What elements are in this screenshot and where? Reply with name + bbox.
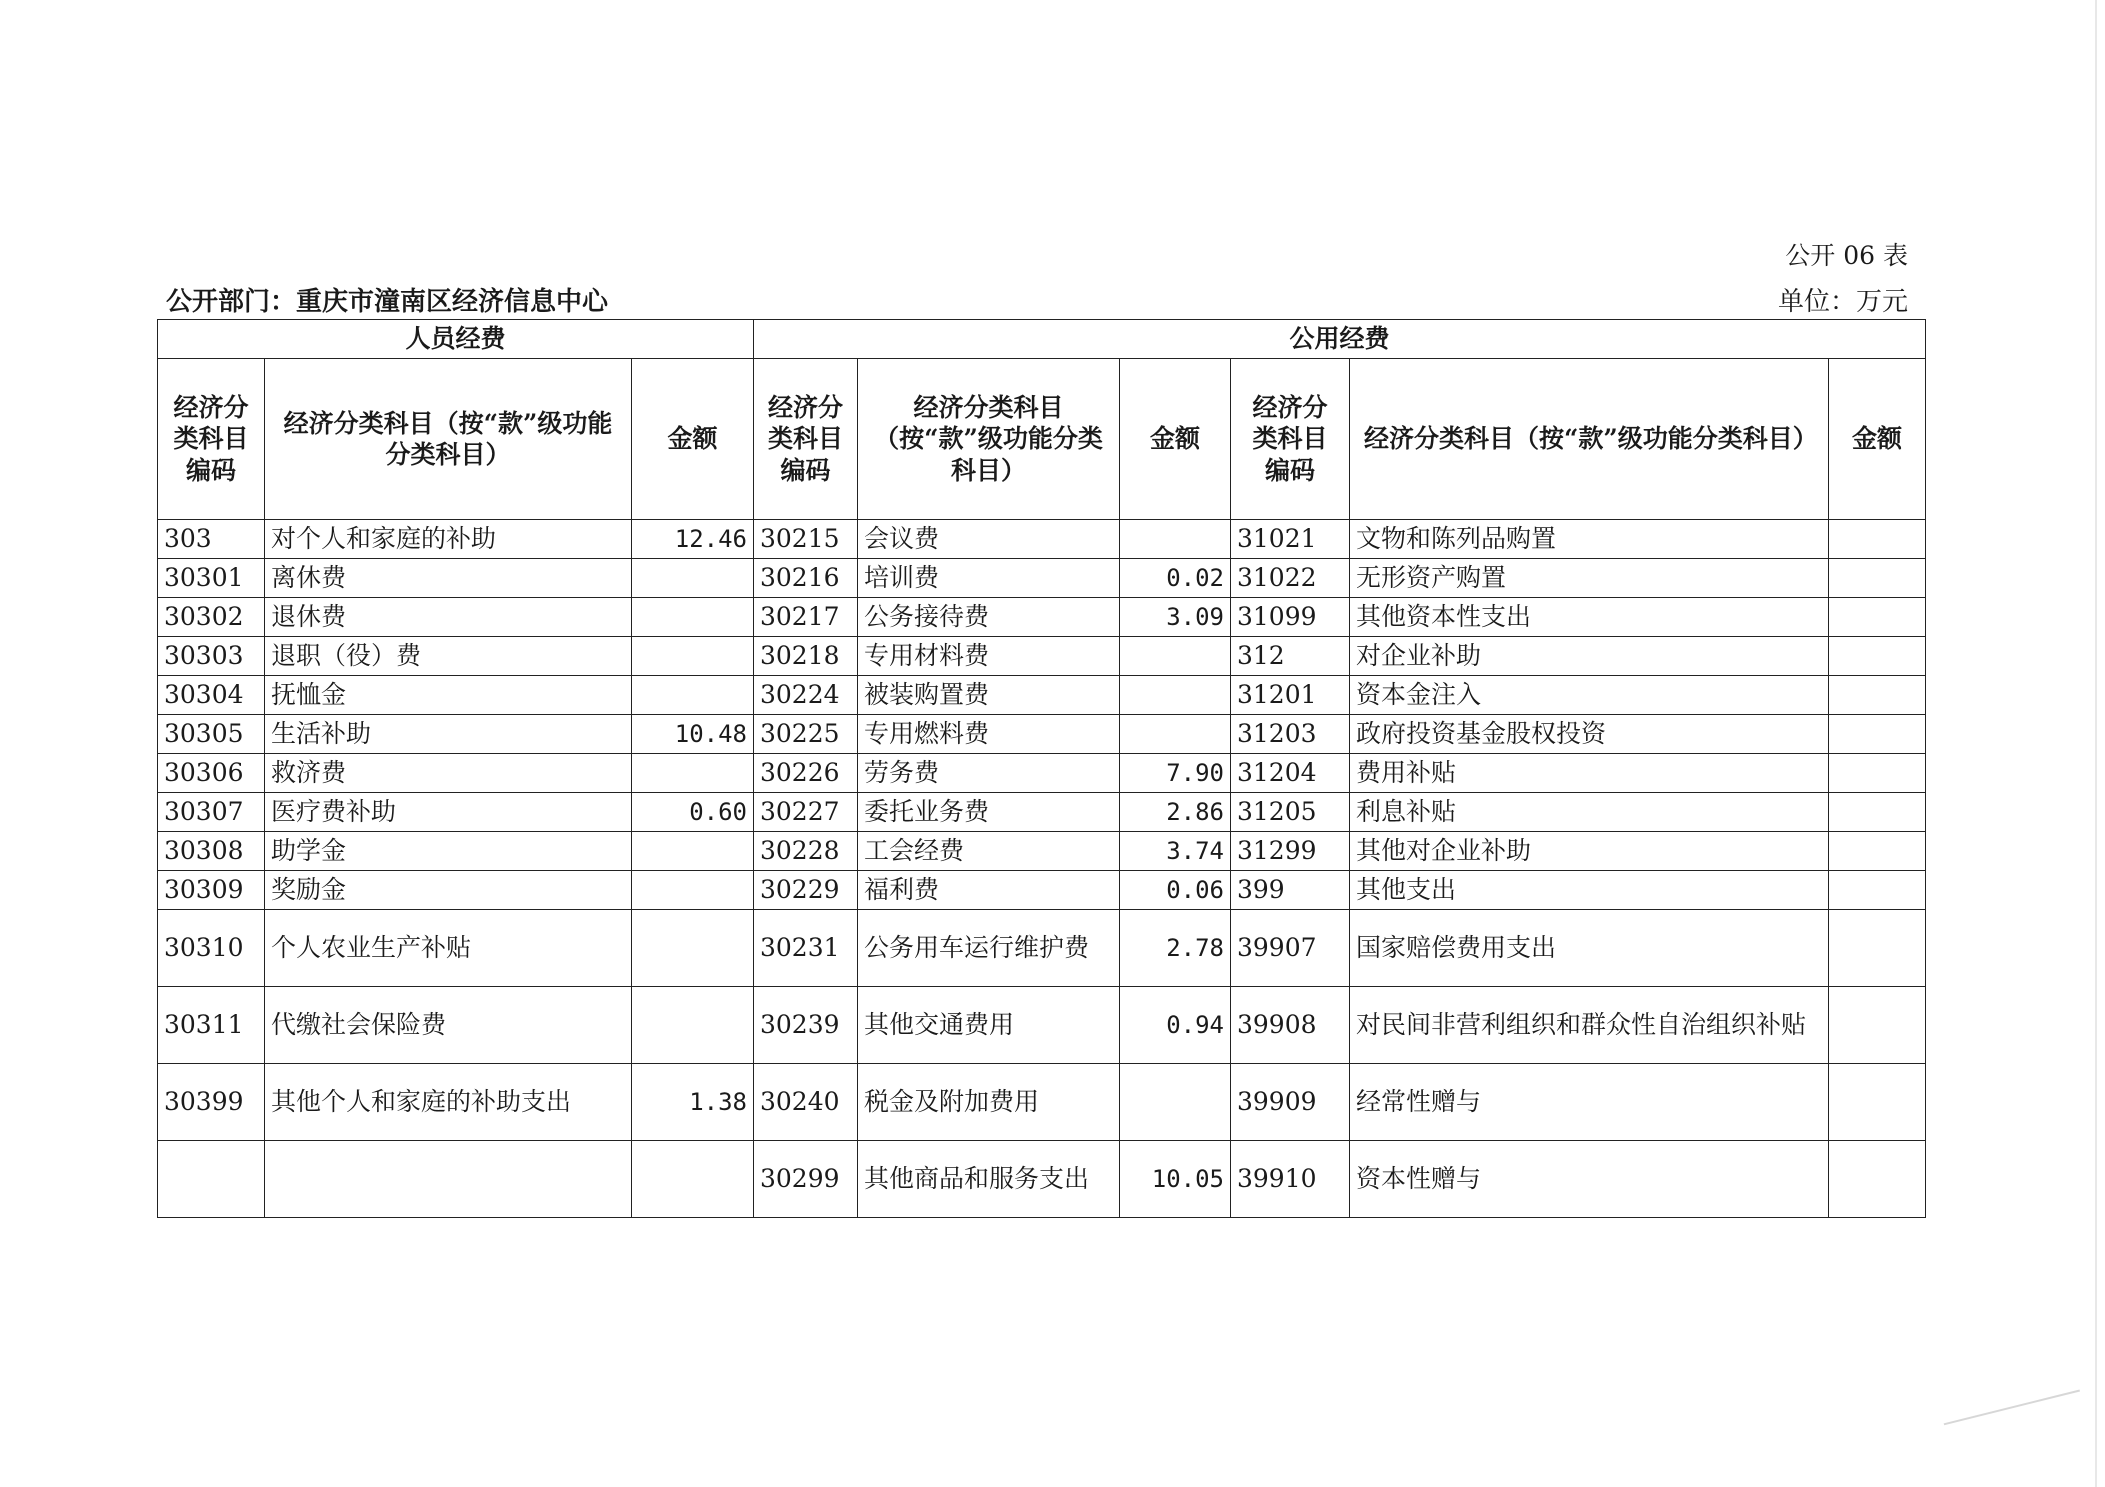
code-cell: 30226: [754, 754, 858, 793]
amount-cell: 0.94: [1120, 987, 1231, 1064]
code-cell: 30228: [754, 832, 858, 871]
name-cell: 福利费: [858, 871, 1120, 910]
code-cell: 30231: [754, 910, 858, 987]
code-cell: 30229: [754, 871, 858, 910]
amount-cell: [1829, 520, 1926, 559]
amount-cell: [632, 910, 754, 987]
name-cell: 专用燃料费: [858, 715, 1120, 754]
code-cell: 30304: [158, 676, 265, 715]
amount-cell: [632, 832, 754, 871]
name-cell: 生活补助: [265, 715, 632, 754]
amount-cell: [1829, 1141, 1926, 1218]
amount-cell: [1829, 715, 1926, 754]
col-public1-name: 经济分类科目（按“款”级功能分类科目）: [858, 359, 1120, 520]
code-cell: 31203: [1231, 715, 1350, 754]
name-cell: 工会经费: [858, 832, 1120, 871]
code-cell: 31022: [1231, 559, 1350, 598]
expense-table: [157, 319, 1926, 1218]
name-cell: 代缴社会保险费: [265, 987, 632, 1064]
code-cell: 31205: [1231, 793, 1350, 832]
name-cell: 资本性赠与: [1350, 1141, 1829, 1218]
code-cell: 30307: [158, 793, 265, 832]
column-header-row: [158, 359, 1926, 520]
amount-cell: [1829, 871, 1926, 910]
amount-cell: 3.09: [1120, 598, 1231, 637]
amount-cell: 10.05: [1120, 1141, 1231, 1218]
header-line: [166, 278, 1908, 318]
amount-cell: 2.86: [1120, 793, 1231, 832]
name-cell: 资本金注入: [1350, 676, 1829, 715]
department-label: 公开部门：重庆市潼南区经济信息中心: [166, 287, 609, 317]
name-cell: 会议费: [858, 520, 1120, 559]
name-cell: 其他商品和服务支出: [858, 1141, 1120, 1218]
amount-cell: 0.60: [632, 793, 754, 832]
col-public2-amount: 金额: [1829, 359, 1926, 520]
name-cell: 抚恤金: [265, 676, 632, 715]
group-header-row: [158, 320, 1926, 359]
code-cell: 30306: [158, 754, 265, 793]
unit-label: 单位：万元: [1777, 287, 1908, 317]
code-cell: 30218: [754, 637, 858, 676]
amount-cell: [632, 637, 754, 676]
name-cell: 个人农业生产补贴: [265, 910, 632, 987]
amount-cell: [1829, 637, 1926, 676]
scan-edge: [2095, 0, 2097, 1487]
amount-cell: [632, 598, 754, 637]
table-row: [158, 832, 1926, 871]
name-cell: 费用补贴: [1350, 754, 1829, 793]
table-row: [158, 910, 1926, 987]
amount-cell: [1120, 1064, 1231, 1141]
amount-cell: [1829, 832, 1926, 871]
amount-cell: [1829, 754, 1926, 793]
table-row: [158, 598, 1926, 637]
amount-cell: [632, 559, 754, 598]
code-cell: 312: [1231, 637, 1350, 676]
code-cell: 30310: [158, 910, 265, 987]
amount-cell: [1829, 987, 1926, 1064]
name-cell: 文物和陈列品购置: [1350, 520, 1829, 559]
name-cell: 离休费: [265, 559, 632, 598]
code-cell: 30303: [158, 637, 265, 676]
amount-cell: [1829, 676, 1926, 715]
col-public1-amount: 金额: [1120, 359, 1231, 520]
name-cell: 专用材料费: [858, 637, 1120, 676]
amount-cell: [1120, 676, 1231, 715]
name-cell: 其他资本性支出: [1350, 598, 1829, 637]
col-public1-code: 经济分类科目编码: [754, 359, 858, 520]
name-cell: 税金及附加费用: [858, 1064, 1120, 1141]
name-cell: 其他支出: [1350, 871, 1829, 910]
name-cell: 其他个人和家庭的补助支出: [265, 1064, 632, 1141]
table-row: [158, 987, 1926, 1064]
amount-cell: [1829, 598, 1926, 637]
code-cell: 30227: [754, 793, 858, 832]
name-cell: 国家赔偿费用支出: [1350, 910, 1829, 987]
amount-cell: [1829, 793, 1926, 832]
amount-cell: 3.74: [1120, 832, 1231, 871]
code-cell: 31204: [1231, 754, 1350, 793]
amount-cell: [1829, 1064, 1926, 1141]
code-cell: 31021: [1231, 520, 1350, 559]
code-cell: 30309: [158, 871, 265, 910]
code-cell: 39909: [1231, 1064, 1350, 1141]
col-public2-code: 经济分类科目编码: [1231, 359, 1350, 520]
table-row: [158, 637, 1926, 676]
amount-cell: 0.02: [1120, 559, 1231, 598]
code-cell: 30216: [754, 559, 858, 598]
name-cell: [265, 1141, 632, 1218]
amount-cell: [1120, 637, 1231, 676]
code-cell: 30308: [158, 832, 265, 871]
name-cell: 公务接待费: [858, 598, 1120, 637]
code-cell: 30224: [754, 676, 858, 715]
code-cell: 39908: [1231, 987, 1350, 1064]
name-cell: 委托业务费: [858, 793, 1120, 832]
name-cell: 其他交通费用: [858, 987, 1120, 1064]
name-cell: 助学金: [265, 832, 632, 871]
code-cell: 399: [1231, 871, 1350, 910]
name-cell: 对个人和家庭的补助: [265, 520, 632, 559]
scan-mark: [1934, 1351, 2080, 1426]
col-personnel-code: 经济分类科目编码: [158, 359, 265, 520]
name-cell: 无形资产购置: [1350, 559, 1829, 598]
amount-cell: [1829, 910, 1926, 987]
code-cell: 30239: [754, 987, 858, 1064]
code-cell: 31099: [1231, 598, 1350, 637]
code-cell: 30240: [754, 1064, 858, 1141]
table-row: [158, 715, 1926, 754]
amount-cell: 2.78: [1120, 910, 1231, 987]
code-cell: [158, 1141, 265, 1218]
amount-cell: 12.46: [632, 520, 754, 559]
code-cell: 30225: [754, 715, 858, 754]
name-cell: 退休费: [265, 598, 632, 637]
code-cell: 303: [158, 520, 265, 559]
table-row: [158, 1064, 1926, 1141]
amount-cell: [632, 987, 754, 1064]
col-personnel-name: 经济分类科目（按“款”级功能分类科目）: [265, 359, 632, 520]
name-cell: 经常性赠与: [1350, 1064, 1829, 1141]
amount-cell: 7.90: [1120, 754, 1231, 793]
group-public: 公用经费: [754, 320, 1926, 359]
name-cell: 对企业补助: [1350, 637, 1829, 676]
col-personnel-amount: 金额: [632, 359, 754, 520]
code-cell: 30302: [158, 598, 265, 637]
name-cell: 被装购置费: [858, 676, 1120, 715]
name-cell: 利息补贴: [1350, 793, 1829, 832]
code-cell: 30305: [158, 715, 265, 754]
name-cell: 政府投资基金股权投资: [1350, 715, 1829, 754]
code-cell: 30311: [158, 987, 265, 1064]
code-cell: 39907: [1231, 910, 1350, 987]
name-cell: 公务用车运行维护费: [858, 910, 1120, 987]
name-cell: 医疗费补助: [265, 793, 632, 832]
code-cell: 30301: [158, 559, 265, 598]
code-cell: 39910: [1231, 1141, 1350, 1218]
table-row: [158, 754, 1926, 793]
amount-cell: [1120, 520, 1231, 559]
amount-cell: [632, 754, 754, 793]
amount-cell: [632, 676, 754, 715]
name-cell: 劳务费: [858, 754, 1120, 793]
amount-cell: [1829, 559, 1926, 598]
table-number: 公开 06 表: [1785, 241, 1908, 270]
table-row: [158, 871, 1926, 910]
name-cell: 退职（役）费: [265, 637, 632, 676]
table-row: [158, 559, 1926, 598]
name-cell: 奖励金: [265, 871, 632, 910]
name-cell: 其他对企业补助: [1350, 832, 1829, 871]
table-row: [158, 1141, 1926, 1218]
name-cell: 对民间非营利组织和群众性自治组织补贴: [1350, 987, 1829, 1064]
code-cell: 30299: [754, 1141, 858, 1218]
code-cell: 30217: [754, 598, 858, 637]
code-cell: 31299: [1231, 832, 1350, 871]
table-row: [158, 520, 1926, 559]
amount-cell: 1.38: [632, 1064, 754, 1141]
col-public2-name: 经济分类科目（按“款”级功能分类科目）: [1350, 359, 1829, 520]
amount-cell: [632, 1141, 754, 1218]
code-cell: 31201: [1231, 676, 1350, 715]
name-cell: 培训费: [858, 559, 1120, 598]
code-cell: 30215: [754, 520, 858, 559]
table-row: [158, 676, 1926, 715]
amount-cell: [632, 871, 754, 910]
group-personnel: 人员经费: [158, 320, 754, 359]
table-row: [158, 793, 1926, 832]
code-cell: 30399: [158, 1064, 265, 1141]
name-cell: 救济费: [265, 754, 632, 793]
amount-cell: [1120, 715, 1231, 754]
amount-cell: 0.06: [1120, 871, 1231, 910]
amount-cell: 10.48: [632, 715, 754, 754]
